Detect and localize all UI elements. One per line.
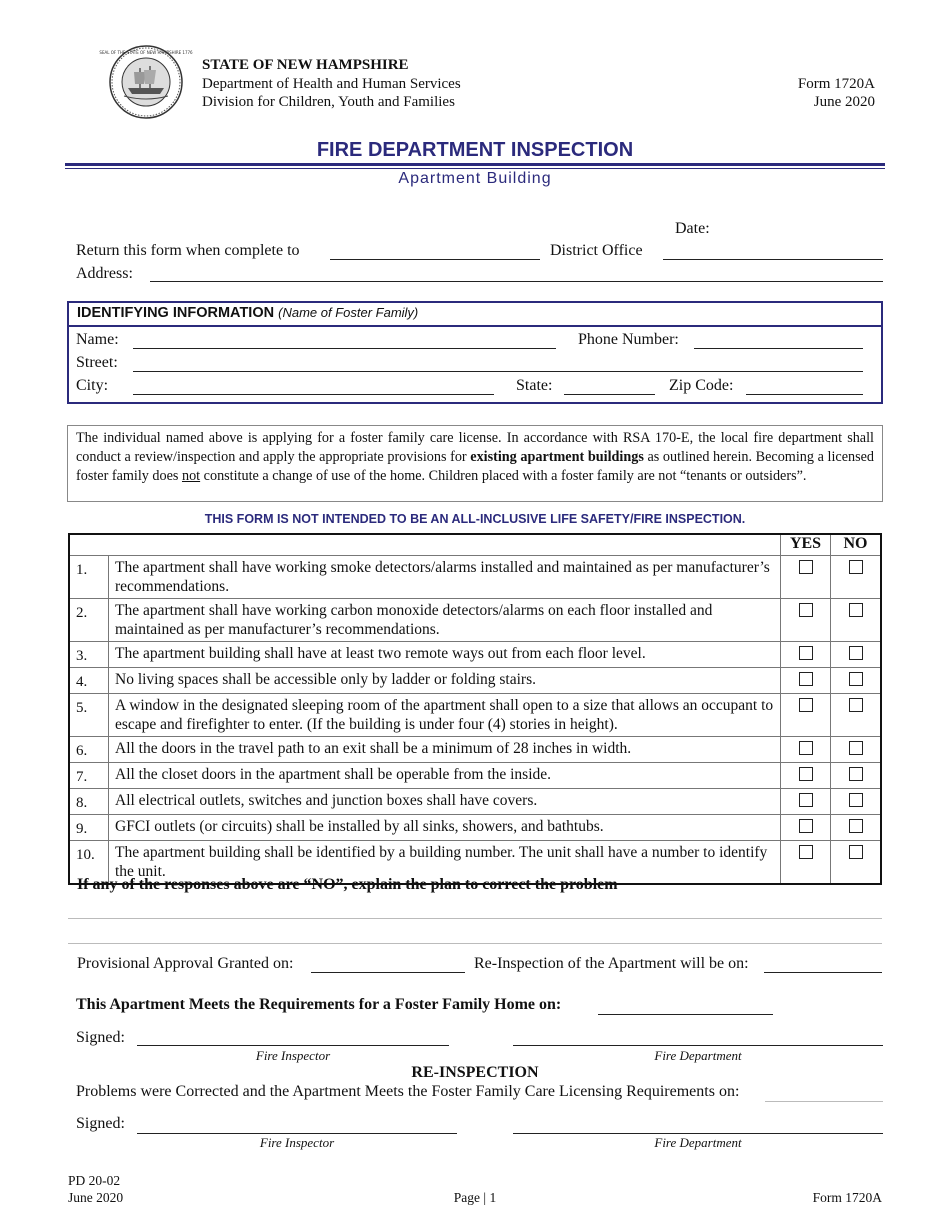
checklist-row [69, 694, 881, 737]
checklist-no-cell [831, 815, 882, 841]
checklist-item-number: 4. [69, 668, 109, 694]
checklist-no-cell [831, 668, 882, 694]
reinspection-date-field[interactable] [764, 972, 882, 973]
checklist-yes-cell [781, 642, 831, 668]
correction-prompt: If any of the responses above are “NO”, explain the plan to correct the problem [77, 876, 618, 893]
footer-code: PD 20-02 [68, 1173, 121, 1188]
checklist-no-cell [831, 642, 882, 668]
checklist-no-cell [831, 763, 882, 789]
meets-requirements-label: This Apartment Meets the Requirements for a Foster Family Home on: [76, 996, 562, 1013]
checklist-no-cell [831, 694, 882, 737]
state-label: State: [516, 377, 553, 394]
checklist-item-number: 8. [69, 789, 109, 815]
form-date: June 2020 [813, 94, 875, 110]
street-field[interactable] [133, 371, 863, 372]
checklist-item-text: All the closet doors in the apartment shall be operable from the inside. [109, 763, 781, 789]
notice-bold: existing apartment buildings [470, 449, 644, 465]
checklist-yes-cell [781, 694, 831, 737]
reinspection-inspector-signature[interactable] [137, 1133, 457, 1134]
svg-text:SEAL OF THE STATE OF NEW HAMPS: SEAL OF THE STATE OF NEW HAMPSHIRE 1776 [99, 50, 193, 55]
checklist-row [69, 737, 881, 763]
no-checkbox[interactable] [849, 845, 863, 859]
disclaimer: THIS FORM IS NOT INTENDED TO BE AN ALL-INCLUSIVE LIFE SAFETY/FIRE INSPECTION. [204, 512, 746, 526]
checklist-item-text: No living spaces shall be accessible only by ladder or folding stairs. [109, 668, 781, 694]
fire-inspector-caption: Fire Inspector [255, 1048, 331, 1063]
checklist-item-number: 9. [69, 815, 109, 841]
checklist-header-row [69, 534, 881, 556]
address-label: Address: [76, 265, 133, 282]
checklist-yes-cell [781, 815, 831, 841]
correction-line-2[interactable] [68, 943, 882, 944]
footer-date: June 2020 [68, 1190, 124, 1205]
fire-department-caption: Fire Department [654, 1048, 742, 1063]
checklist-item-text: All electrical outlets, switches and junction boxes shall have covers. [109, 789, 781, 815]
notice-text-1: The individual named above is applying for a foster family care license. In accordance with RSA 170-E, the local fire department shall conduct a review/inspection and apply the appropriate provisions for [76, 430, 874, 465]
department-name: Department of Health and Human Services [202, 76, 461, 92]
checklist-item-number: 6. [69, 737, 109, 763]
yes-checkbox[interactable] [799, 741, 813, 755]
checklist-row [69, 763, 881, 789]
checklist-item-number: 5. [69, 694, 109, 737]
yes-checkbox[interactable] [799, 646, 813, 660]
yes-checkbox[interactable] [799, 767, 813, 781]
yes-checkbox[interactable] [799, 793, 813, 807]
checklist-item-number: 2. [69, 599, 109, 642]
checklist-item-number: 7. [69, 763, 109, 789]
checklist-yes-cell [781, 789, 831, 815]
checklist-no-cell [831, 737, 882, 763]
reinspection-inspector-caption: Fire Inspector [259, 1135, 335, 1150]
reinspection-heading: RE-INSPECTION [411, 1064, 539, 1081]
state-name: STATE OF NEW HAMPSHIRE [202, 57, 409, 73]
fire-inspector-signature[interactable] [137, 1045, 449, 1046]
checklist-item-text: The apartment building shall have at least two remote ways out from each floor level. [109, 642, 781, 668]
checklist-yes-cell [781, 763, 831, 789]
checklist-no-cell [831, 599, 882, 642]
title-rule-thin [65, 168, 885, 169]
yes-checkbox[interactable] [799, 672, 813, 686]
date-label: Date: [675, 220, 710, 237]
inspection-checklist [68, 533, 882, 885]
checklist-item-number: 3. [69, 642, 109, 668]
notice-box [67, 425, 883, 502]
checklist-yes-cell [781, 737, 831, 763]
address-field[interactable] [150, 281, 883, 282]
checklist-body [69, 556, 881, 885]
phone-field[interactable] [694, 348, 863, 349]
page-title: FIRE DEPARTMENT INSPECTION [316, 139, 634, 161]
phone-label: Phone Number: [578, 331, 679, 348]
provisional-approval-field[interactable] [311, 972, 465, 973]
reinspection-department-signature[interactable] [513, 1133, 883, 1134]
division-name: Division for Children, Youth and Families [202, 94, 455, 110]
yes-checkbox[interactable] [799, 603, 813, 617]
checklist-row [69, 815, 881, 841]
no-checkbox[interactable] [849, 819, 863, 833]
city-field[interactable] [133, 394, 494, 395]
no-checkbox[interactable] [849, 741, 863, 755]
checklist-item-text: A window in the designated sleeping room of the apartment shall open to a size that allows an occupant to escape and firefighter to enter. (If the building is under four (4) stories in height). [109, 694, 781, 737]
checklist-yes-cell [781, 841, 831, 885]
checklist-yes-cell [781, 599, 831, 642]
checklist-item-text: All the doors in the travel path to an exit shall be a minimum of 28 inches in width. [109, 737, 781, 763]
checklist-item-text: The apartment shall have working carbon monoxide detectors/alarms on each floor installed and maintained as per manufacturer’s recommendations. [109, 599, 781, 642]
checklist-no-cell [831, 841, 882, 885]
checklist-row [69, 789, 881, 815]
checklist-no-cell [831, 556, 882, 599]
page-subtitle: Apartment Building [398, 170, 552, 187]
no-checkbox[interactable] [849, 672, 863, 686]
yes-column-header: YES [781, 534, 831, 556]
notice-text-2: as outlined herein. Becoming a licensed foster family does [76, 449, 874, 484]
reinspection-signed-label: Signed: [76, 1115, 125, 1132]
state-field[interactable] [564, 394, 655, 395]
title-rule [65, 163, 885, 166]
reinspection-date-label: Re-Inspection of the Apartment will be on: [474, 955, 749, 972]
identifying-heading-rule [67, 325, 883, 327]
meets-requirements-field[interactable] [598, 1014, 773, 1015]
zip-field[interactable] [746, 394, 863, 395]
street-label: Street: [76, 354, 118, 371]
checklist-yes-cell [781, 556, 831, 599]
identifying-heading [77, 305, 418, 321]
footer-form-number: Form 1720A [812, 1190, 882, 1205]
no-checkbox[interactable] [849, 560, 863, 574]
checklist-row [69, 599, 881, 642]
checklist-item-text: The apartment shall have working smoke detectors/alarms installed and maintained as per manufacturer’s recommendations. [109, 556, 781, 599]
no-checkbox[interactable] [849, 698, 863, 712]
reinspection-department-caption: Fire Department [654, 1135, 742, 1150]
name-label: Name: [76, 331, 119, 348]
notice-underline: not [181, 468, 201, 484]
yes-checkbox[interactable] [799, 560, 813, 574]
checklist-row [69, 668, 881, 694]
correction-line-1[interactable] [68, 918, 882, 919]
return-to-field[interactable] [330, 259, 540, 260]
yes-checkbox[interactable] [799, 698, 813, 712]
notice-text-3: constitute a change of use of the home. Children placed with a foster family are not “tenants or outsiders”. [200, 468, 807, 484]
reinspection-statement: Problems were Corrected and the Apartment Meets the Foster Family Care Licensing Requirements on: [76, 1083, 740, 1100]
no-checkbox[interactable] [849, 793, 863, 807]
city-label: City: [76, 377, 109, 394]
checklist-item-text: The apartment building shall be identified by a building number. The unit shall have a number to identify the unit. [109, 841, 781, 885]
checklist-item-number: 10. [69, 841, 109, 885]
identifying-heading-note: (Name of Foster Family) [278, 305, 419, 320]
district-office-field[interactable] [663, 259, 883, 260]
yes-checkbox[interactable] [799, 819, 813, 833]
name-field[interactable] [133, 348, 556, 349]
identifying-heading-text: IDENTIFYING INFORMATION [77, 305, 275, 321]
no-column-header: NO [831, 534, 882, 556]
provisional-approval-label: Provisional Approval Granted on: [77, 955, 294, 972]
fire-department-signature[interactable] [513, 1045, 883, 1046]
return-label: Return this form when complete to [76, 242, 300, 259]
no-checkbox[interactable] [849, 767, 863, 781]
reinspection-complete-field[interactable] [765, 1101, 883, 1102]
zip-label: Zip Code: [669, 377, 734, 394]
checklist-no-cell [831, 789, 882, 815]
page-number: Page | 1 [453, 1190, 497, 1205]
checklist-row [69, 556, 881, 599]
yes-checkbox[interactable] [799, 845, 813, 859]
no-checkbox[interactable] [849, 646, 863, 660]
district-office-label: District Office [550, 242, 643, 259]
checklist-item-text: GFCI outlets (or circuits) shall be installed by all sinks, showers, and bathtubs. [109, 815, 781, 841]
checklist-yes-cell [781, 668, 831, 694]
checklist-row [69, 642, 881, 668]
signed-label: Signed: [76, 1029, 125, 1046]
state-seal [99, 44, 193, 120]
checklist-item-number: 1. [69, 556, 109, 599]
form-number: Form 1720A [797, 76, 875, 92]
no-checkbox[interactable] [849, 603, 863, 617]
checklist-header-blank [69, 534, 781, 556]
